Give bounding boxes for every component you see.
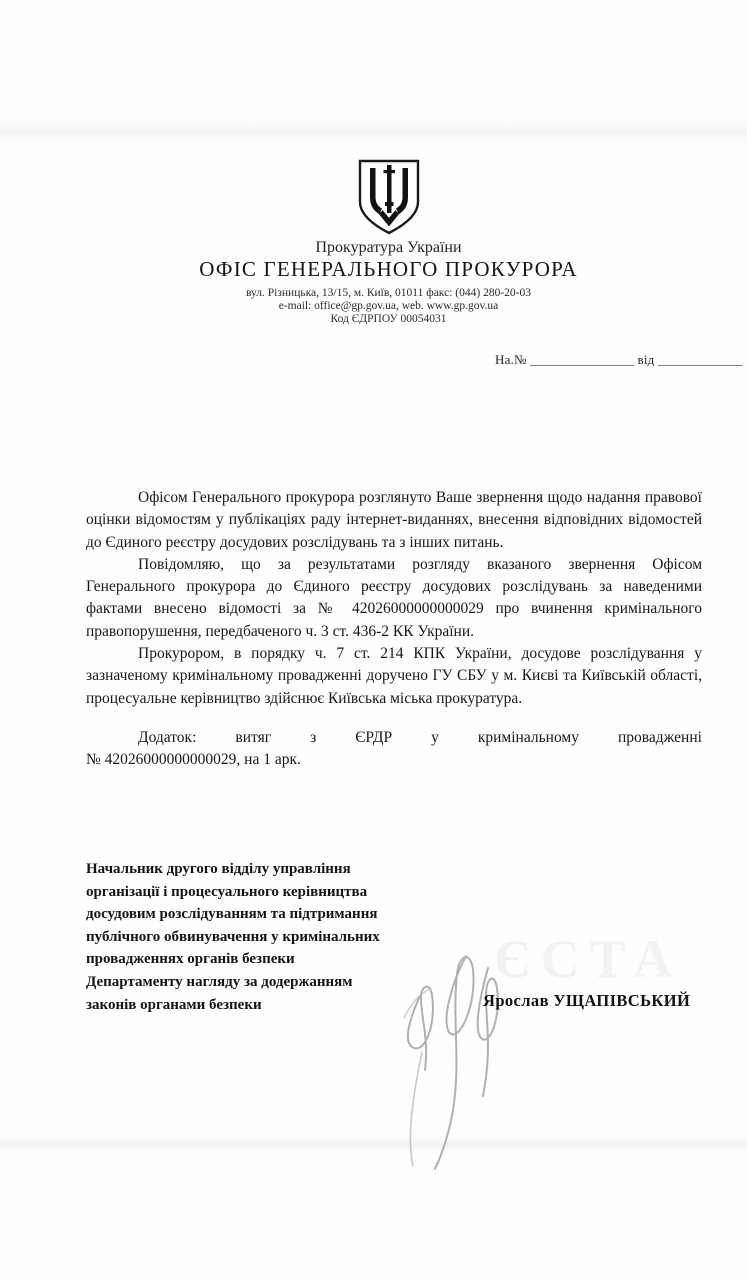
org-address-line: вул. Різницька, 13/15, м. Київ, 01011 факс: (044) 280-20-03 (246, 287, 531, 299)
org-code-line: Код ЄДРПОУ 00054031 (330, 313, 447, 326)
attachment-line-2: № 42026000000000029, на 1 арк. (86, 751, 301, 769)
attachment-paragraph (86, 727, 702, 772)
scan-shadow-band-top (0, 121, 747, 140)
attachment-word: провадженні (617, 728, 702, 746)
attachment-word: у (431, 728, 439, 746)
letter-body (86, 487, 702, 772)
attachment-word: з (310, 728, 317, 746)
position-line: досудовим розслідуванням та підтримання (86, 906, 378, 923)
attachment-word: Додаток: (138, 728, 197, 746)
reference-line (495, 352, 742, 368)
position-line: Начальник другого відділу управління (86, 861, 351, 877)
ref-date-blank: _____________ (657, 352, 743, 367)
scan-shadow-band-bottom (0, 1137, 747, 1154)
attachment-word: ЄРДР (355, 728, 393, 746)
position-line: провадженнях органів безпеки (86, 951, 295, 968)
attachment-line-1 (86, 727, 702, 749)
faint-watermark: ЄСТА (494, 929, 682, 989)
letterhead (30, 158, 747, 327)
position-line: публічного обвинувачення у кримінальних (86, 928, 380, 945)
attachment-word: кримінальному (477, 728, 579, 746)
paragraph-1: Офісом Генерального прокурора розглянуто Ваше звернення щодо надання правової оцінки відомостям у публікаціях раду інтернет-виданнях, внесення відповідних відомостей до Єдиного реєстру досудових розслідувань та з інших питань. (86, 489, 702, 551)
ref-date-label: від (637, 352, 655, 367)
position-line: законів органами безпеки (86, 996, 262, 1013)
attachment-word: витяг (235, 728, 272, 746)
handwritten-signature-icon (390, 898, 560, 1173)
ukraine-trident-emblem-icon (356, 158, 422, 236)
position-line: Департаменту нагляду за додержанням (86, 973, 353, 990)
ref-number-blank: ________________ (530, 352, 635, 367)
org-name-title: ОФІС ГЕНЕРАЛЬНОГО ПРОКУРОРА (199, 257, 578, 281)
signer-name: Ярослав УЩАПІВСЬКИЙ (483, 991, 691, 1010)
org-contact-line: e-mail: office@gp.gov.ua, web. www.gp.gov.ua (278, 300, 499, 313)
org-name-small: Прокуратура України (315, 239, 462, 256)
position-line: організації і процесуального керівництва (86, 883, 368, 900)
ref-number-label: На.№ (495, 352, 527, 367)
paragraph-2: Повідомляю, що за результатами розгляду вказаного звернення Офісом Генерального прокурора до Єдиного реєстру досудових розслідувань за наведеними фактами внесено відомості за № 42026000000000029 про вчинення кримінального правопорушення, передбаченого ч. 3 ст. 436-2 КК України. (86, 555, 702, 640)
paragraph-3: Прокурором, в порядку ч. 7 ст. 214 КПК України, досудове розслідування у зазначеному кримінальному провадженні доручено ГУ СБУ у м. Києві та Київській області, процесуальне керівництво здійснює Київська міська прокуратура. (86, 645, 702, 707)
